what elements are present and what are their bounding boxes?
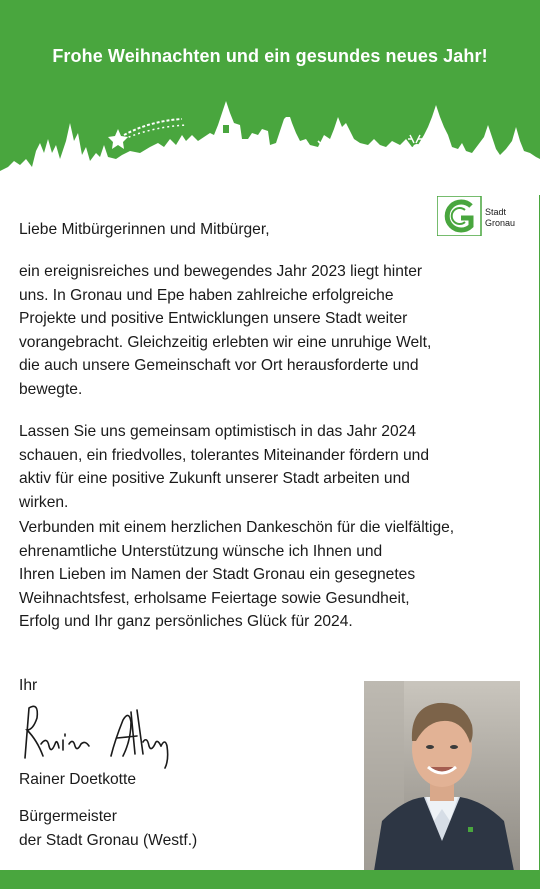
- closing: Ihr: [19, 677, 38, 694]
- paragraph-line: uns. In Gronau und Epe haben zahlreiche erfolgreiche: [19, 286, 394, 304]
- paragraph-line: Erfolg und Ihr ganz persönliches Glück für 2024.: [19, 613, 353, 631]
- mayor-portrait-photo: [364, 681, 520, 871]
- winter-skyline-illustration: [0, 95, 540, 195]
- paragraph-line: schauen, ein friedvolles, tolerantes Miteinander fördern und: [19, 446, 430, 464]
- christmas-banner: [0, 0, 540, 190]
- banner-title: Frohe Weihnachten und ein gesundes neues Jahr!: [52, 46, 488, 66]
- paragraph-line: Projekte und positive Entwicklungen unsere Stadt weiter: [19, 310, 408, 328]
- paragraph-line: aktiv für eine positive Zukunft unserer Stadt arbeiten und: [19, 470, 410, 488]
- paragraph-line: ein ereignisreiches und bewegendes Jahr 2023 liegt hinter: [19, 263, 423, 280]
- logo-line-gronau: Gronau: [485, 218, 516, 228]
- salutation: Liebe Mitbürgerinnen und Mitbürger,: [19, 221, 270, 238]
- paragraph-line: Weihnachtsfest, erholsame Feiertage sowie Gesundheit,: [19, 589, 410, 607]
- paragraph-1: [19, 260, 524, 402]
- role-city: der Stadt Gronau (Westf.): [19, 831, 198, 849]
- signer-name: Rainer Doetkotte: [19, 771, 137, 788]
- logo-line-stadt: Stadt: [485, 207, 507, 217]
- role-title: Bürgermeister: [19, 808, 117, 825]
- paragraph-line: Verbunden mit einem herzlichen Dankeschön für die vielfältige,: [19, 519, 455, 536]
- handwritten-signature: [19, 700, 189, 772]
- paragraph-line: Ihren Lieben im Namen der Stadt Gronau ein gesegnetes: [19, 566, 416, 584]
- paragraph-3: [19, 516, 524, 634]
- paragraph-line: vorangebracht. Gleichzeitig erlebten wir eine unruhige Welt,: [19, 333, 432, 351]
- paragraph-line: die auch unsere Gemeinschaft vor Ort herausforderte und: [19, 357, 419, 375]
- paragraph-2: [19, 420, 524, 514]
- paragraph-line: bewegte.: [19, 380, 83, 398]
- paragraph-line: Lassen Sie uns gemeinsam optimistisch in das Jahr 2024: [19, 423, 416, 440]
- paragraph-line: ehrenamtliche Unterstützung wünsche ich Ihnen und: [19, 542, 383, 560]
- bottom-green-bar: [0, 870, 540, 889]
- signer-role: [19, 805, 197, 852]
- paragraph-line: wirken.: [19, 493, 69, 511]
